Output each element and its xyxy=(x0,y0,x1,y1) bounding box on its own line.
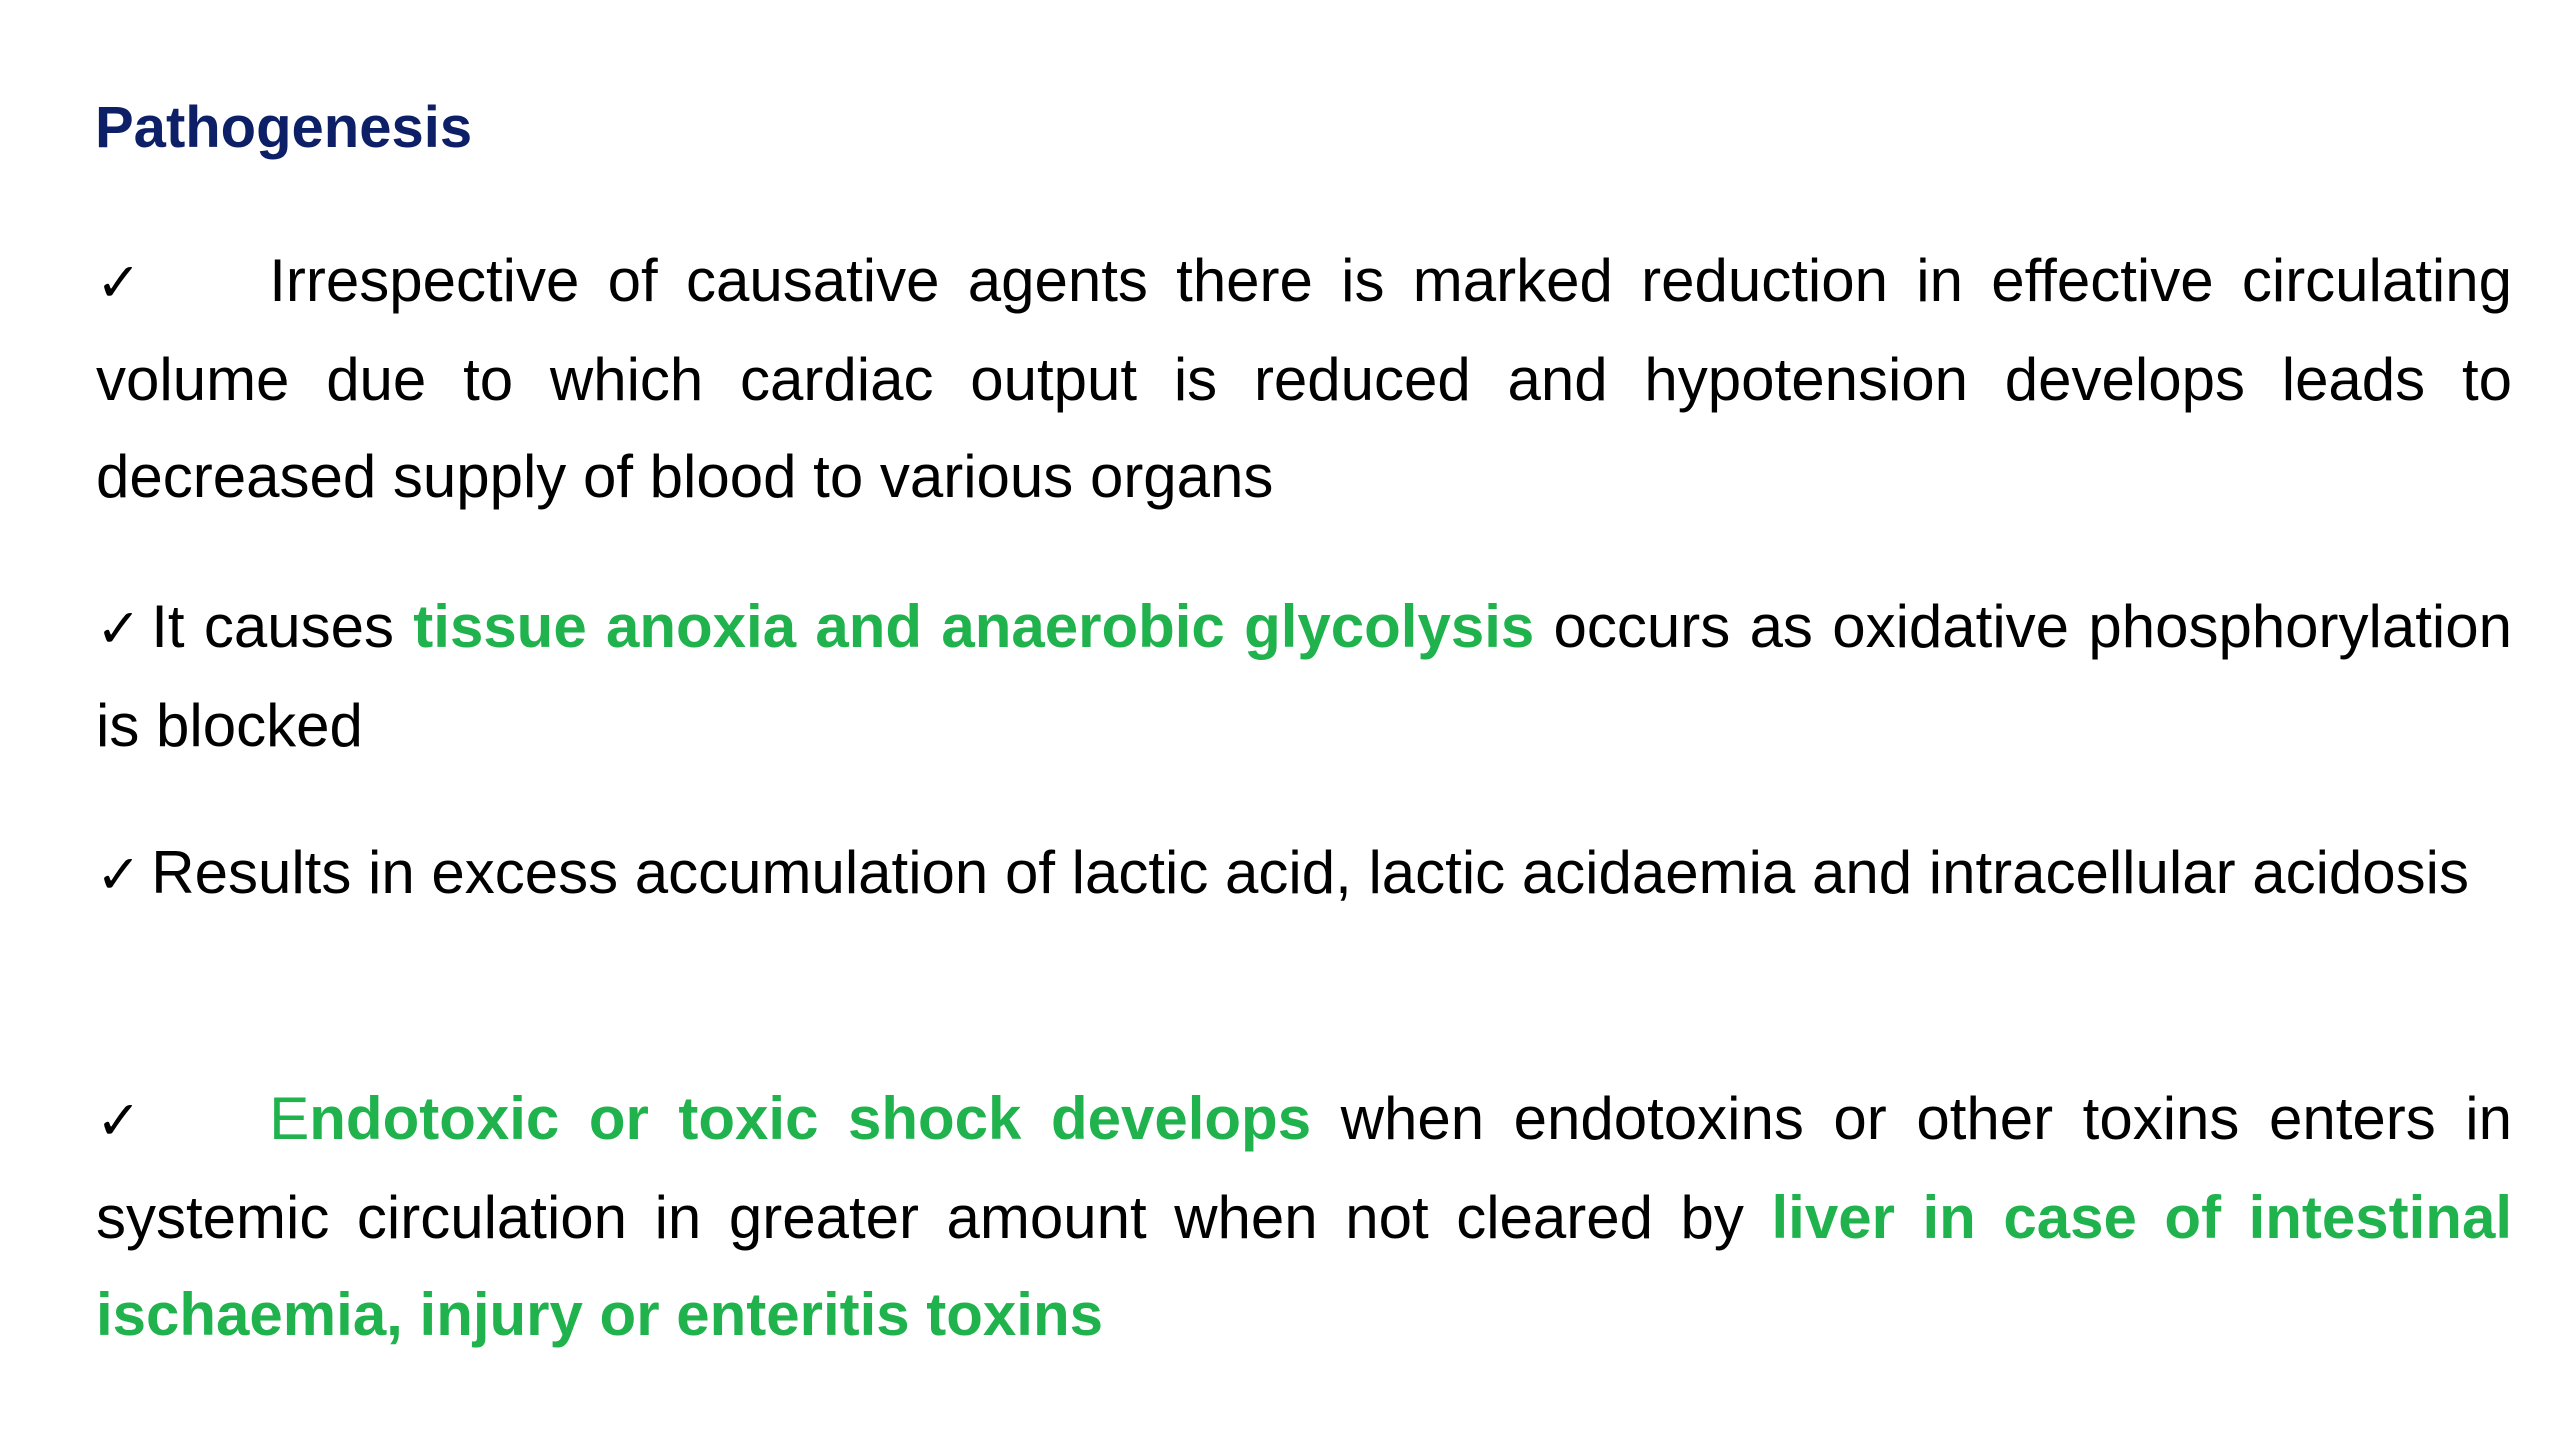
bullet-text: Results in excess accumulation of lactic acid, lactic acidaemia and intracellular acidosis xyxy=(151,839,2469,906)
bullet-point-4 xyxy=(96,1070,2512,1363)
checkmark-icon: ✓ xyxy=(96,251,142,314)
highlight-text-end: liver in case of intestinal ischaemia, injury or enteritis toxins xyxy=(96,1184,2512,1348)
bullet-text-after: occurs as oxidative phosphorylation is blocked xyxy=(96,593,2512,759)
bullet-point-3 xyxy=(96,824,2512,923)
highlight-first-letter: E xyxy=(269,1085,310,1152)
bullet-point-2 xyxy=(96,578,2512,774)
checkmark-icon: ✓ xyxy=(96,843,142,906)
slide-title: Pathogenesis xyxy=(95,95,473,160)
bullet-text-before: It causes xyxy=(151,593,414,660)
bullet-text: Irrespective of causative agents there is marked reduction in effective circulating volume due to which cardiac output is reduced and hypotension develops leads to decreased supply of blood to various organs xyxy=(96,247,2512,510)
checkmark-icon: ✓ xyxy=(96,597,142,660)
bullet-point-1 xyxy=(96,232,2512,525)
checkmark-icon: ✓ xyxy=(96,1089,142,1152)
bullet-text-middle: when endotoxins or other toxins enters in systemic circulation in greater amount when not cleared by xyxy=(96,1085,2512,1251)
highlight-text-start: ndotoxic or toxic shock develops xyxy=(309,1085,1312,1152)
highlight-text: tissue anoxia and anaerobic glycolysis xyxy=(413,593,1535,660)
